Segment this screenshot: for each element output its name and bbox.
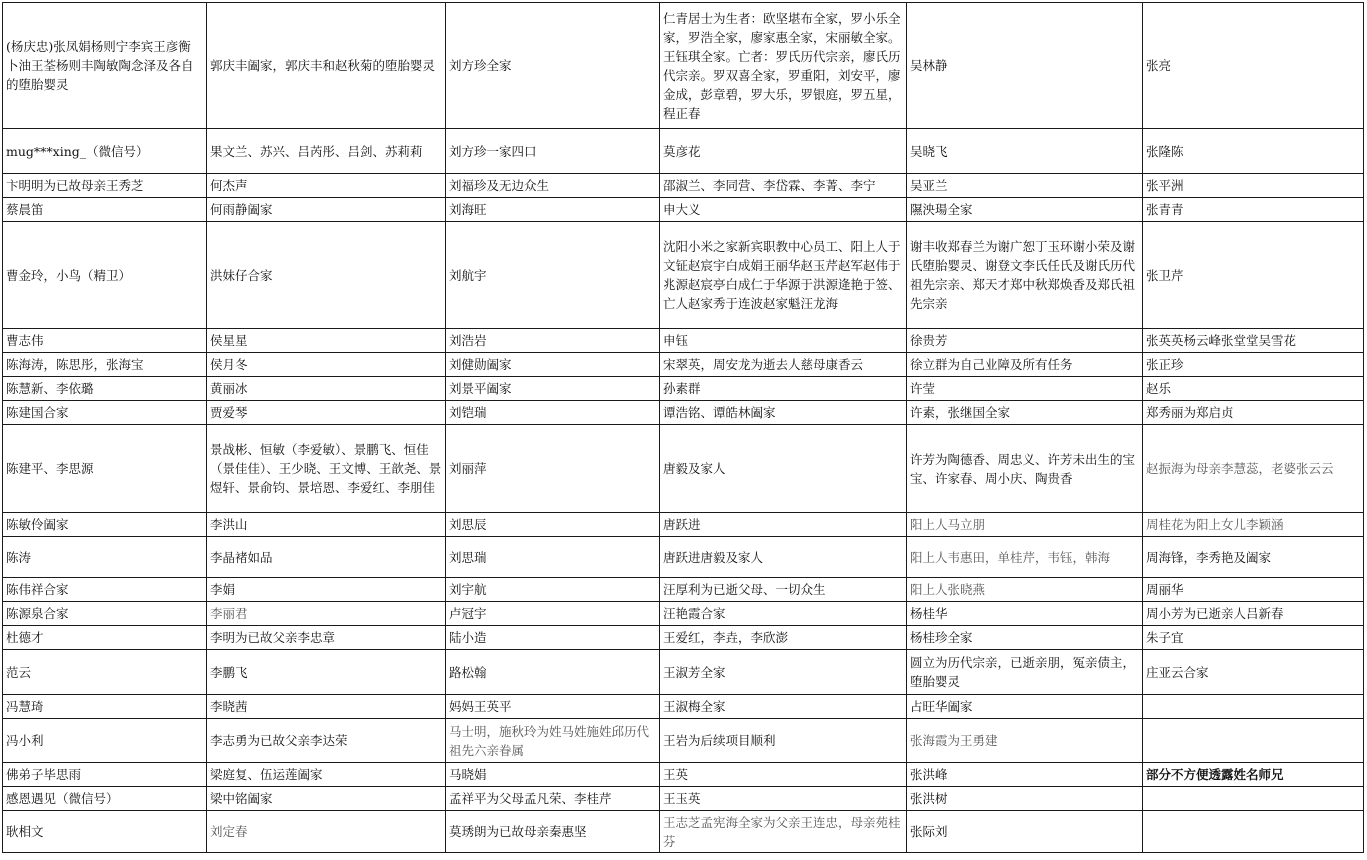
table-row: [3, 763, 1364, 787]
table-cell: 刘健勋阖家: [446, 353, 660, 377]
table-cell: 王玉英: [660, 787, 907, 811]
table-cell: 吴晓飞: [907, 129, 1143, 174]
table-cell: 阳上人马立朋: [907, 513, 1143, 537]
table-cell: 宋翠英，周安龙为逝去人慈母康香云: [660, 353, 907, 377]
table-cell: 陈慧新、李依璐: [3, 377, 207, 401]
table-cell: 占旺华阖家: [907, 695, 1143, 719]
table-cell: 果文兰、苏兴、吕芮彤、吕剑、苏莉莉: [207, 129, 446, 174]
table-cell: 周丽华: [1143, 578, 1364, 602]
table-cell: 刘浩岩: [446, 329, 660, 353]
table-row: [3, 401, 1364, 425]
table-cell: 陈建国合家: [3, 401, 207, 425]
table-cell: [1143, 787, 1364, 811]
table-cell: 刘定春: [207, 811, 446, 853]
table-row: [3, 222, 1364, 329]
table-cell: 刘思辰: [446, 513, 660, 537]
table-cell: 刘思瑞: [446, 537, 660, 578]
table-cell: 许莹: [907, 377, 1143, 401]
table-cell: 感恩遇见（微信号）: [3, 787, 207, 811]
table-row: [3, 353, 1364, 377]
table-cell: 徐立群为自己业障及所有任务: [907, 353, 1143, 377]
table-cell: 张英英杨云峰张堂堂吴雪花: [1143, 329, 1364, 353]
donor-name-table: [2, 2, 1364, 853]
table-cell: 洪妹仔合家: [207, 222, 446, 329]
table-cell: 张平洲: [1143, 174, 1364, 198]
table-cell: 李明为已故父亲李忠章: [207, 626, 446, 650]
table-cell: 张洪树: [907, 787, 1143, 811]
table-cell: 张隆陈: [1143, 129, 1364, 174]
table-cell: 唐毅及家人: [660, 425, 907, 513]
table-cell: 王岩为后续项目顺利: [660, 719, 907, 763]
table-cell: 刘方珍一家四口: [446, 129, 660, 174]
table-cell: 陈建平、李思源: [3, 425, 207, 513]
table-cell: 张正珍: [1143, 353, 1364, 377]
table-cell: 李晶褚如品: [207, 537, 446, 578]
table-cell: 冯慧琦: [3, 695, 207, 719]
table-cell: 吴林静: [907, 3, 1143, 129]
table-cell: 李娟: [207, 578, 446, 602]
table-row: [3, 3, 1364, 129]
table-cell: 许素，张继国全家: [907, 401, 1143, 425]
table-row: [3, 695, 1364, 719]
table-cell: 陆小造: [446, 626, 660, 650]
table-cell: 王志芝孟宪海全家为父亲王连忠，母亲苑桂芬: [660, 811, 907, 853]
table-cell: 陈涛: [3, 537, 207, 578]
table-cell: 蔡晨笛: [3, 198, 207, 222]
table-cell: 刘铠瑞: [446, 401, 660, 425]
table-cell: 刘航宇: [446, 222, 660, 329]
table-cell: [1143, 811, 1364, 853]
table-cell: [1143, 695, 1364, 719]
table-cell: 路松翰: [446, 650, 660, 695]
table-cell: 莫琇朗为已故母亲秦惠坚: [446, 811, 660, 853]
table-cell: 妈妈王英平: [446, 695, 660, 719]
table-cell: 曹志伟: [3, 329, 207, 353]
table-cell: 仁青居士为生者：欧坚堪布全家，罗小乐全家，罗浩全家，廖家惠全家，宋丽敏全家。王钰琪全家。亡者：罗氏历代宗亲，廖氏历代宗亲。罗双喜全家，罗重阳，刘安平，廖金成，彭章碧，罗大乐，罗银庭，罗五星，程正春: [660, 3, 907, 129]
table-cell: 赵振海为母亲李慧蕊，老婆张云云: [1143, 425, 1364, 513]
table-cell: [1143, 719, 1364, 763]
table-cell: 范云: [3, 650, 207, 695]
table-cell: 郭庆丰阖家，郭庆丰和赵秋菊的堕胎婴灵: [207, 3, 446, 129]
table-cell: 莫彦花: [660, 129, 907, 174]
table-cell: (杨庆忠)张凤娟杨则宁李宾王彦衡卜油王荃杨则丰陶敏陶念泽及各自的堕胎婴灵: [3, 3, 207, 129]
table-cell: 张海霞为王勇建: [907, 719, 1143, 763]
table-cell: 汪厚利为已逝父母、一切众生: [660, 578, 907, 602]
table-cell: 马士明，施秋玲为姓马姓施姓邱历代祖先六亲眷属: [446, 719, 660, 763]
table-cell: 侯星星: [207, 329, 446, 353]
table-cell: 张亮: [1143, 3, 1364, 129]
table-cell: 冯小利: [3, 719, 207, 763]
table-cell: 陈源泉合家: [3, 602, 207, 626]
table-cell: 景战彬、恒敏（李爱敏）、景鹏飞、恒佳（景佳佳）、王少晓、王文博、王歆尧、景煜轩、景俞钧、景培恩、李爱红、李朋佳: [207, 425, 446, 513]
table-cell: 申钰: [660, 329, 907, 353]
table-cell: 谭浩铭、谭皓林阖家: [660, 401, 907, 425]
table-cell: 刘方珍全家: [446, 3, 660, 129]
table-row: [3, 650, 1364, 695]
table-cell: 周桂花为阳上女儿李颖涵: [1143, 513, 1364, 537]
table-cell: 阳上人张晓燕: [907, 578, 1143, 602]
table-cell: 马晓娟: [446, 763, 660, 787]
table-cell: 李志勇为已故父亲李达荣: [207, 719, 446, 763]
table-cell: 吴亚兰: [907, 174, 1143, 198]
table-cell: 张青青: [1143, 198, 1364, 222]
table-cell: 沈阳小米之家新宾职教中心员工、阳上人于文钲赵宸宇白成娟王丽华赵玉芹赵军赵伟于兆源赵宸亭白成仁于华源于洪源逄艳于签、亡人赵家秀于连波赵家魁汪龙海: [660, 222, 907, 329]
table-cell: 何雨静阖家: [207, 198, 446, 222]
table-cell: 陈海涛，陈思彤，张海宝: [3, 353, 207, 377]
table-cell: 周小芳为已逝亲人吕新春: [1143, 602, 1364, 626]
table-cell: 许芳为陶德香、周忠义、许芳未出生的宝宝、许家春、周小庆、陶贵香: [907, 425, 1143, 513]
table-row: [3, 377, 1364, 401]
table-cell: mug***xing_（微信号）: [3, 129, 207, 174]
table-cell: 朱子宜: [1143, 626, 1364, 650]
table-row: [3, 198, 1364, 222]
table-cell: 刘海旺: [446, 198, 660, 222]
table-cell: 陈伟祥合家: [3, 578, 207, 602]
table-cell: 李丽君: [207, 602, 446, 626]
table-row: [3, 129, 1364, 174]
table-row: [3, 329, 1364, 353]
table-cell: 曹金玲，小鸟（精卫）: [3, 222, 207, 329]
table-row: [3, 537, 1364, 578]
table-cell: 汪艳霞合家: [660, 602, 907, 626]
table-cell: 张际刘: [907, 811, 1143, 853]
table-cell: 李洪山: [207, 513, 446, 537]
table-cell: 梁庭复、伍运莲阖家: [207, 763, 446, 787]
table-cell: 谢丰收郑春兰为谢广恕丁玉环谢小荣及谢氏堕胎婴灵、谢登文李氏任氏及谢氏历代祖先宗亲、郑天才郑中秋郑焕香及郑氏祖先宗亲: [907, 222, 1143, 329]
table-cell: 陈敏伶阖家: [3, 513, 207, 537]
table-cell: 孙素群: [660, 377, 907, 401]
table-cell: 唐跃进: [660, 513, 907, 537]
table-cell: 侯月冬: [207, 353, 446, 377]
table-cell: 杨桂珍全家: [907, 626, 1143, 650]
table-cell: 刘景平阖家: [446, 377, 660, 401]
table-cell: 贾爱琴: [207, 401, 446, 425]
table-cell: 杜德才: [3, 626, 207, 650]
table-row: [3, 578, 1364, 602]
table-cell: 郑秀丽为郑启贞: [1143, 401, 1364, 425]
table-cell: 隰泱瑒全家: [907, 198, 1143, 222]
table-cell: 王英: [660, 763, 907, 787]
table-row: [3, 787, 1364, 811]
table-cell: 庄亚云合家: [1143, 650, 1364, 695]
table-cell: 刘丽萍: [446, 425, 660, 513]
table-cell: 卞明明为已故母亲王秀芝: [3, 174, 207, 198]
table-row: [3, 811, 1364, 853]
table-row: [3, 425, 1364, 513]
table-cell: 部分不方便透露姓名师兄: [1143, 763, 1364, 787]
table-cell: 梁中铭阖家: [207, 787, 446, 811]
table-cell: 耿相文: [3, 811, 207, 853]
table-cell: 张洪峰: [907, 763, 1143, 787]
table-cell: 佛弟子毕思雨: [3, 763, 207, 787]
table-cell: 黄丽冰: [207, 377, 446, 401]
table-cell: 李鹏飞: [207, 650, 446, 695]
table-row: [3, 174, 1364, 198]
table-cell: 王淑梅全家: [660, 695, 907, 719]
table-cell: 申大义: [660, 198, 907, 222]
table-cell: 孟祥平为父母孟凡荣、李桂芹: [446, 787, 660, 811]
table-cell: 徐贵芳: [907, 329, 1143, 353]
table-cell: 王淑芳全家: [660, 650, 907, 695]
table-cell: 杨桂华: [907, 602, 1143, 626]
table-row: [3, 513, 1364, 537]
table-cell: 何杰声: [207, 174, 446, 198]
table-cell: 赵乐: [1143, 377, 1364, 401]
table-cell: 周海锋，李秀艳及阖家: [1143, 537, 1364, 578]
table-cell: 阳上人韦惠田，单桂芹，韦钰，韩海: [907, 537, 1143, 578]
table-row: [3, 602, 1364, 626]
table-cell: 王爱红，李垚，李欣澎: [660, 626, 907, 650]
table-cell: 刘福珍及无边众生: [446, 174, 660, 198]
table-row: [3, 626, 1364, 650]
table-cell: 圆立为历代宗亲，已逝亲朋，冤亲债主，堕胎婴灵: [907, 650, 1143, 695]
table-cell: 张卫芹: [1143, 222, 1364, 329]
table-row: [3, 719, 1364, 763]
table-cell: 李晓茜: [207, 695, 446, 719]
table-cell: 卢冠宇: [446, 602, 660, 626]
table-cell: 唐跃进唐毅及家人: [660, 537, 907, 578]
table-cell: 刘宇航: [446, 578, 660, 602]
table-cell: 邵淑兰、李同营、李岱霖、李菁、李宁: [660, 174, 907, 198]
